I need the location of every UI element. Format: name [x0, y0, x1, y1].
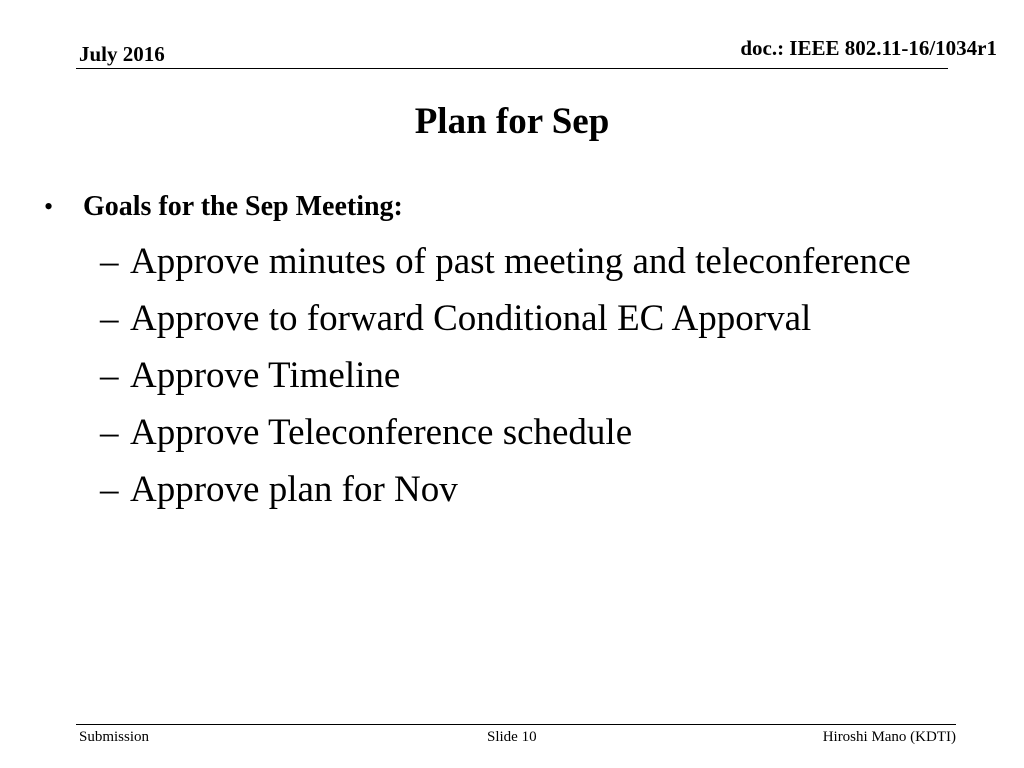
dash-marker: –: [100, 355, 119, 396]
footer-submission: Submission: [79, 729, 150, 745]
dash-marker: –: [100, 298, 119, 339]
dash-marker: –: [100, 469, 119, 510]
sub-item-text: Approve Teleconference schedule: [130, 412, 633, 453]
dash-marker: –: [100, 412, 119, 453]
header-doc-id: doc.: IEEE 802.11-16/1034r1: [740, 36, 997, 60]
sub-item-text: Approve Timeline: [130, 355, 401, 396]
header-divider: [76, 68, 948, 69]
slide-title: Plan for Sep: [414, 101, 610, 142]
sub-item-text: Approve plan for Nov: [130, 469, 458, 510]
footer-author: Hiroshi Mano (KDTI): [822, 729, 956, 745]
sub-item-text: Approve to forward Conditional EC Apporval: [130, 298, 812, 339]
sub-item-text: Approve minutes of past meeting and teleconference: [130, 241, 911, 282]
main-bullet-text: Goals for the Sep Meeting:: [83, 191, 403, 222]
footer-slide-number: Slide 10: [487, 729, 537, 745]
bullet-marker: •: [44, 192, 54, 221]
dash-marker: –: [100, 241, 119, 282]
header-date: July 2016: [79, 42, 165, 66]
footer-divider: [76, 724, 956, 725]
